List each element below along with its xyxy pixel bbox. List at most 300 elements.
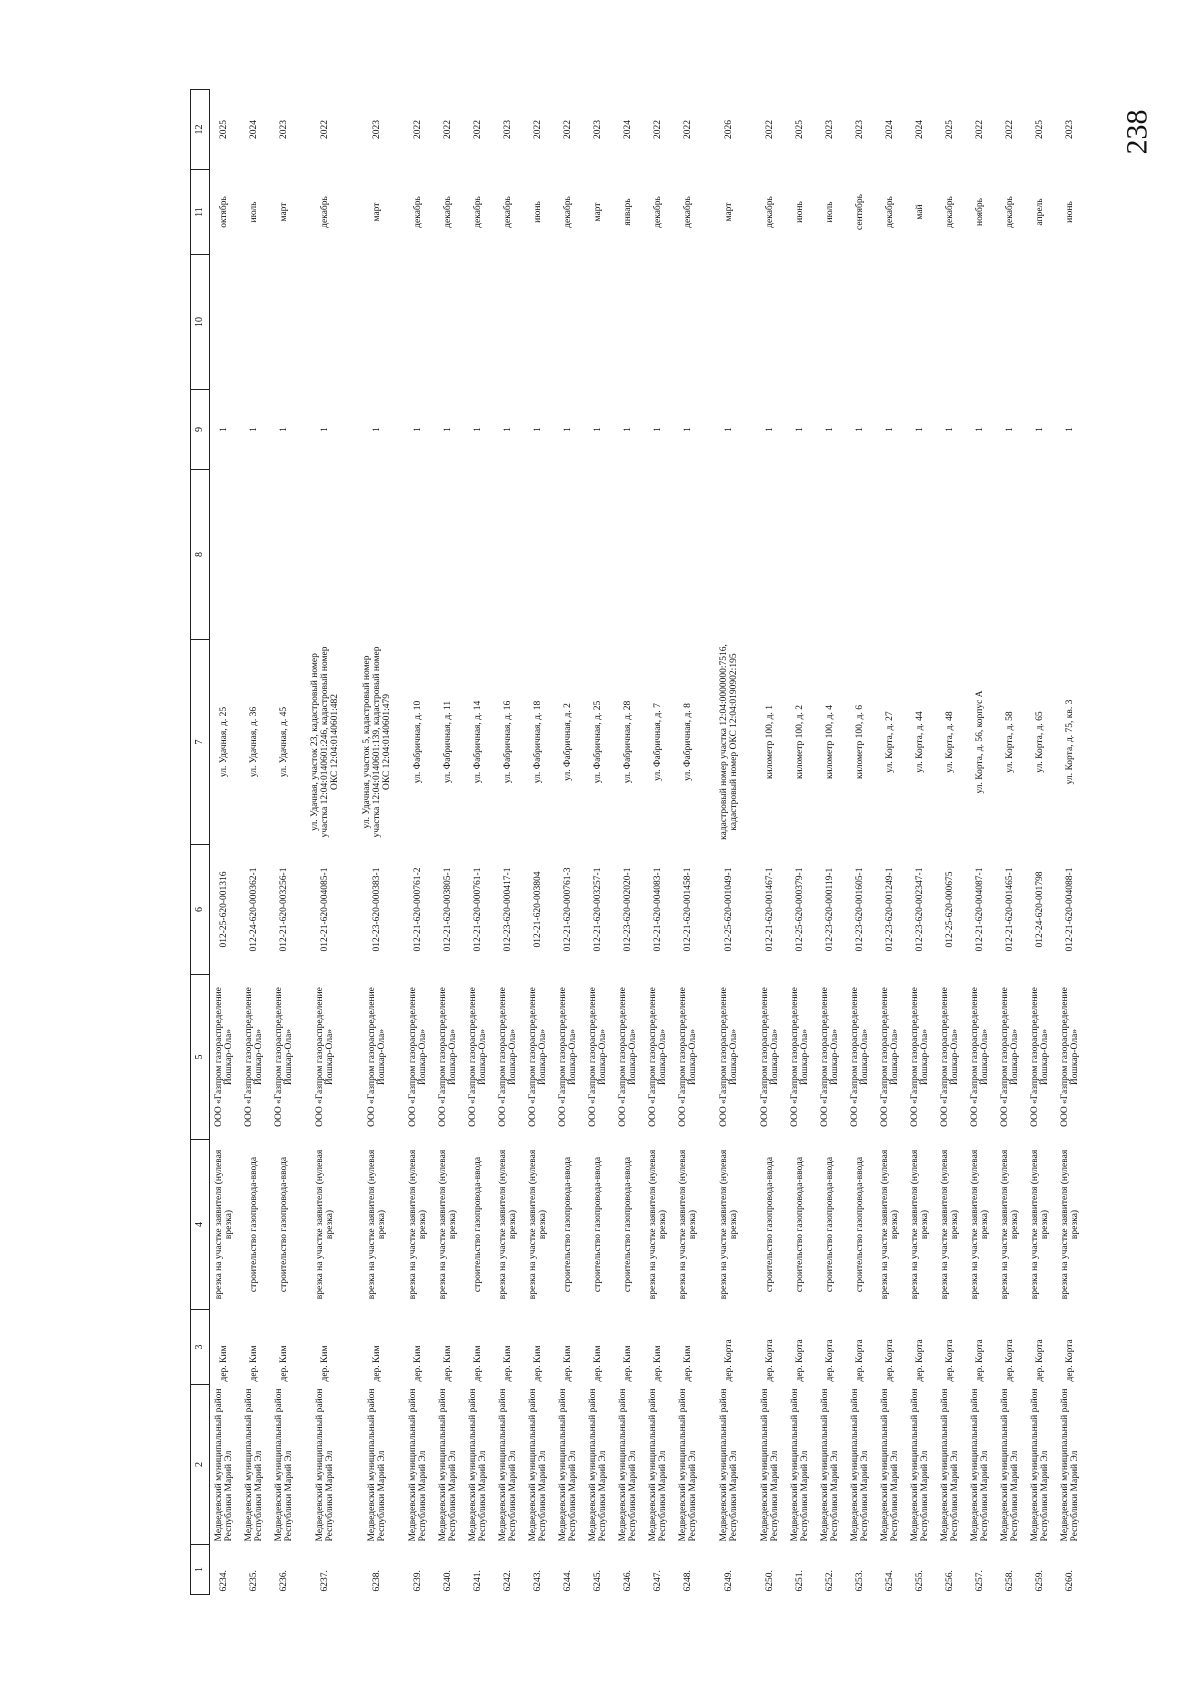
contract-number-cell: 012-21-620-000761-3 [563,867,574,952]
row-number-cell: 6257. [975,1570,986,1592]
column-8-cell [554,470,584,640]
table-row [846,90,876,1595]
column-8-cell [584,470,614,640]
district-cell: Медведевский муниципальный район Республики Марий Эл [1060,1388,1080,1542]
district-cell: Медведевский муниципальный район Республики Марий Эл [367,1388,387,1542]
month-cell: март [372,202,383,222]
table-row [614,90,644,1595]
quantity-cell: 1 [683,427,694,432]
year-cell: 2022 [975,120,986,139]
table-row [1056,90,1086,1595]
year-cell: 2024 [623,120,634,139]
quantity-cell: 1 [724,427,735,432]
column-8-cell [846,470,876,640]
village-cell: дер. Корта [975,1339,986,1382]
quantity-cell: 1 [623,427,634,432]
address-cell: ул. Фабричная, д. 18 [533,700,544,784]
organization-cell: ООО «Газпром газораспределение Йошкар-Ола» [1030,987,1050,1127]
month-cell: сентябрь [855,194,866,230]
village-cell: дер. Ким [683,1345,694,1382]
district-cell: Медведевский муниципальный район Республики Марий Эл [970,1388,990,1542]
organization-cell: ООО «Газпром газораспределение Йошкар-Ола» [910,987,930,1127]
village-cell: дер. Ким [320,1345,331,1382]
organization-cell: ООО «Газпром газораспределение Йошкар-Ола» [244,987,264,1127]
page-number-text: 238 [1120,109,1154,155]
contract-number-cell: 012-21-620-004088-1 [1065,867,1076,952]
year-cell: 2022 [533,120,544,139]
village-cell: дер. Ким [473,1345,484,1382]
table-row [404,90,434,1595]
contract-number-cell: 012-24-620-000362-1 [249,867,260,952]
column-10-cell [434,255,464,390]
organization-cell: ООО «Газпром газораспределение Йошкар-Ола» [760,987,780,1127]
organization-cell: ООО «Газпром газораспределение Йошкар-Ола» [558,987,578,1127]
row-number-cell: 6239. [413,1570,424,1592]
month-cell: июнь [533,201,544,223]
address-cell: кадастровый номер участка 12:04:0000000:7516, кадастровый номер ОКС 12:04:0190902:195 [719,644,739,840]
year-cell: 2025 [945,120,956,139]
contract-number-cell: 012-21-620-003256-1 [279,867,290,952]
village-cell: дер. Ким [653,1345,664,1382]
quantity-cell: 1 [975,427,986,432]
column-8-cell [674,470,704,640]
address-cell: ул. Корта, д. 58 [1005,711,1016,773]
column-header: 1 [191,1545,210,1595]
column-8-cell [966,470,996,640]
address-cell: ул. Удачная, д. 36 [249,706,260,778]
column-10-cell [584,255,614,390]
column-8-cell [996,470,1026,640]
work-type-cell: врезка на участке заявителя (нулевая врезка) [315,1149,335,1300]
village-cell: дер. Ким [279,1345,290,1382]
village-cell: дер. Ким [593,1345,604,1382]
year-cell: 2022 [443,120,454,139]
organization-cell: ООО «Газпром газораспределение Йошкар-Ола» [719,987,739,1127]
column-8-cell [644,470,674,640]
work-type-cell: врезка на участке заявителя (нулевая врезка) [367,1149,387,1300]
village-cell: дер. Ким [372,1345,383,1382]
district-cell: Медведевский муниципальный район Республики Марий Эл [315,1388,335,1542]
table-row [704,90,756,1595]
year-cell: 2022 [563,120,574,139]
address-cell: ул. Корта, д. 75, кв. 3 [1065,699,1076,785]
year-cell: 2024 [915,120,926,139]
column-10-cell [554,255,584,390]
row-number-cell: 6241. [473,1570,484,1592]
column-10-cell [210,255,241,390]
table-row [210,90,241,1595]
month-cell: март [279,202,290,222]
organization-cell: ООО «Газпром газораспределение Йошкар-Ола» [1060,987,1080,1127]
row-number-cell: 6238. [372,1570,383,1592]
work-type-cell: строительство газопровода-ввода [623,1156,634,1293]
contract-number-cell: 012-21-620-004087-1 [975,867,986,952]
organization-cell: ООО «Газпром газораспределение Йошкар-Ола» [367,987,387,1127]
row-number-cell: 6254. [885,1570,896,1592]
column-8-cell [816,470,846,640]
quantity-cell: 1 [795,427,806,432]
address-cell: ул. Корта, д. 65 [1035,711,1046,773]
work-type-cell: врезка на участке заявителя (нулевая врезка) [1000,1149,1020,1300]
contract-number-cell: 012-23-620-000119-1 [825,867,836,952]
row-number-cell: 6256. [945,1570,956,1592]
column-10-cell [300,255,352,390]
table-row [300,90,352,1595]
year-cell: 2024 [885,120,896,139]
quantity-cell: 1 [1005,427,1016,432]
district-cell: Медведевский муниципальный район Республики Марий Эл [468,1388,488,1542]
organization-cell: ООО «Газпром газораспределение Йошкар-Ола» [820,987,840,1127]
organization-cell: ООО «Газпром газораспределение Йошкар-Ола» [588,987,608,1127]
quantity-cell: 1 [915,427,926,432]
village-cell: дер. Ким [503,1345,514,1382]
address-cell: ул. Удачная, участок 23, кадастровый номер участка 12:04:0140601:246, кадастровый номер ОКС 12:04:0140601:482 [310,646,340,838]
month-cell: декабрь [885,196,896,228]
month-cell: июнь [795,201,806,223]
district-cell: Медведевский муниципальный район Республики Марий Эл [528,1388,548,1542]
table-row [270,90,300,1595]
organization-cell: ООО «Газпром газораспределение Йошкар-Ола» [408,987,428,1127]
month-cell: декабрь [563,196,574,228]
year-cell: 2024 [249,120,260,139]
year-cell: 2022 [320,120,331,139]
district-cell: Медведевский муниципальный район Республики Марий Эл [940,1388,960,1542]
year-cell: 2026 [724,120,735,139]
district-cell: Медведевский муниципальный район Республики Марий Эл [244,1388,264,1542]
table-row [674,90,704,1595]
column-8-cell [936,470,966,640]
quantity-cell: 1 [885,427,896,432]
quantity-cell: 1 [593,427,604,432]
organization-cell: ООО «Газпром газораспределение Йошкар-Ола» [498,987,518,1127]
column-8-cell [300,470,352,640]
work-type-cell: строительство газопровода-ввода [249,1156,260,1293]
table-row [554,90,584,1595]
column-header: 4 [191,1140,210,1310]
village-cell: дер. Корта [885,1339,896,1382]
address-cell: ул. Корта, д. 44 [915,711,926,773]
row-number-cell: 6245. [593,1570,604,1592]
contract-number-cell: 012-23-620-002347-1 [915,867,926,952]
column-8-cell [614,470,644,640]
month-cell: июнь [1065,201,1076,223]
organization-cell: ООО «Газпром газораспределение Йошкар-Ола» [618,987,638,1127]
address-cell: ул. Фабричная, д. 2 [563,703,574,781]
year-cell: 2022 [473,120,484,139]
column-8-cell [404,470,434,640]
work-type-cell: врезка на участке заявителя (нулевая врезка) [880,1149,900,1300]
month-cell: октябрь [219,196,230,228]
month-cell: декабрь [653,196,664,228]
address-cell: ул. Корта, д. 56, корпус А [975,690,986,794]
village-cell: дер. Корта [825,1339,836,1382]
organization-cell: ООО «Газпром газораспределение Йошкар-Ола» [790,987,810,1127]
organization-cell: ООО «Газпром газораспределение Йошкар-Ола» [970,987,990,1127]
quantity-cell: 1 [855,427,866,432]
year-cell: 2023 [855,120,866,139]
column-10-cell [1026,255,1056,390]
column-8-cell [1056,470,1086,640]
row-number-cell: 6255. [915,1570,926,1592]
row-number-cell: 6252. [825,1570,836,1592]
village-cell: дер. Корта [855,1339,866,1382]
district-cell: Медведевский муниципальный район Республики Марий Эл [588,1388,608,1542]
table-row [816,90,846,1595]
village-cell: дер. Ким [623,1345,634,1382]
month-cell: март [724,202,735,222]
column-header: 7 [191,640,210,845]
work-type-cell: строительство газопровода-ввода [825,1156,836,1293]
contract-number-cell: 012-21-620-001465-1 [1005,867,1016,952]
year-cell: 2023 [593,120,604,139]
work-type-cell: строительство газопровода-ввода [765,1156,776,1293]
month-cell: декабрь [765,196,776,228]
address-cell: километр 100, д. 1 [765,705,776,779]
table-row [644,90,674,1595]
work-type-cell: врезка на участке заявителя (нулевая врезка) [648,1149,668,1300]
address-cell: ул. Фабричная, д. 8 [683,703,694,781]
contract-number-cell: 012-25-620-001316 [219,871,230,948]
work-type-cell: врезка на участке заявителя (нулевая врезка) [940,1149,960,1300]
row-number-cell: 6243. [533,1570,544,1592]
village-cell: дер. Ким [413,1345,424,1382]
column-10-cell [614,255,644,390]
district-cell: Медведевский муниципальный район Республики Марий Эл [790,1388,810,1542]
district-cell: Медведевский муниципальный район Республики Марий Эл [880,1388,900,1542]
month-cell: декабрь [503,196,514,228]
page-number [1115,109,1160,155]
year-cell: 2023 [1065,120,1076,139]
district-cell: Медведевский муниципальный район Республики Марий Эл [719,1388,739,1542]
row-number-cell: 6251. [795,1570,806,1592]
work-type-cell: врезка на участке заявителя (нулевая врезка) [1060,1149,1080,1300]
row-number-cell: 6244. [563,1570,574,1592]
quantity-cell: 1 [653,427,664,432]
header-row [191,90,210,1595]
quantity-cell: 1 [1035,427,1046,432]
column-8-cell [434,470,464,640]
contract-number-cell: 012-24-620-001798 [1035,871,1046,948]
column-10-cell [524,255,554,390]
column-8-cell [756,470,786,640]
table-row [434,90,464,1595]
address-cell: ул. Фабричная, д. 25 [593,700,604,784]
organization-cell: ООО «Газпром газораспределение Йошкар-Ола» [1000,987,1020,1127]
table-row [876,90,906,1595]
district-cell: Медведевский муниципальный район Республики Марий Эл [850,1388,870,1542]
table-row [906,90,936,1595]
data-table [190,89,1086,1595]
district-cell: Медведевский муниципальный район Республики Марий Эл [498,1388,518,1542]
district-cell: Медведевский муниципальный район Республики Марий Эл [1030,1388,1050,1542]
table-row [996,90,1026,1595]
district-cell: Медведевский муниципальный район Республики Марий Эл [678,1388,698,1542]
month-cell: декабрь [320,196,331,228]
district-cell: Медведевский муниципальный район Республики Марий Эл [274,1388,294,1542]
month-cell: июль [825,201,836,223]
column-header: 2 [191,1385,210,1545]
district-cell: Медведевский муниципальный район Республики Марий Эл [438,1388,458,1542]
column-header: 10 [191,255,210,390]
district-cell: Медведевский муниципальный район Республики Марий Эл [1000,1388,1020,1542]
district-cell: Медведевский муниципальный район Республики Марий Эл [648,1388,668,1542]
row-number-cell: 6249. [724,1570,735,1592]
address-cell: ул. Фабричная, д. 16 [503,700,514,784]
organization-cell: ООО «Газпром газораспределение Йошкар-Ола» [274,987,294,1127]
contract-number-cell: 012-23-620-001249-1 [885,867,896,952]
year-cell: 2022 [653,120,664,139]
year-cell: 2023 [279,120,290,139]
work-type-cell: строительство газопровода-ввода [855,1156,866,1293]
column-10-cell [494,255,524,390]
table-row [524,90,554,1595]
column-8-cell [704,470,756,640]
contract-number-cell: 012-21-620-003804 [533,871,544,948]
work-type-cell: врезка на участке заявителя (нулевая врезка) [970,1149,990,1300]
contract-number-cell: 012-21-620-004083-1 [653,867,664,952]
address-cell: ул. Корта, д. 27 [885,711,896,773]
row-number-cell: 6242. [503,1570,514,1592]
quantity-cell: 1 [765,427,776,432]
contract-number-cell: 012-23-620-002020-1 [623,867,634,952]
contract-number-cell: 012-23-620-001605-1 [855,867,866,952]
month-cell: январь [623,198,634,226]
row-number-cell: 6259. [1035,1570,1046,1592]
district-cell: Медведевский муниципальный район Республики Марий Эл [820,1388,840,1542]
quantity-cell: 1 [503,427,514,432]
address-cell: ул. Удачная, д. 25 [219,706,230,778]
column-10-cell [644,255,674,390]
column-10-cell [1056,255,1086,390]
year-cell: 2022 [765,120,776,139]
column-8-cell [270,470,300,640]
column-header: 11 [191,170,210,255]
column-10-cell [996,255,1026,390]
month-cell: декабрь [443,196,454,228]
work-type-cell: врезка на участке заявителя (нулевая врезка) [214,1149,234,1300]
column-8-cell [210,470,241,640]
column-8-cell [524,470,554,640]
year-cell: 2023 [372,120,383,139]
district-cell: Медведевский муниципальный район Республики Марий Эл [910,1388,930,1542]
month-cell: декабрь [1005,196,1016,228]
village-cell: дер. Корта [1065,1339,1076,1382]
village-cell: дер. Корта [765,1339,776,1382]
contract-number-cell: 012-21-620-001467-1 [765,867,776,952]
work-type-cell: врезка на участке заявителя (нулевая врезка) [438,1149,458,1300]
year-cell: 2025 [1035,120,1046,139]
contract-number-cell: 012-23-620-000417-1 [503,867,514,952]
quantity-cell: 1 [825,427,836,432]
year-cell: 2022 [1005,120,1016,139]
row-number-cell: 6247. [653,1570,664,1592]
work-type-cell: врезка на участке заявителя (нулевая врезка) [678,1149,698,1300]
month-cell: декабрь [683,196,694,228]
row-number-cell: 6246. [623,1570,634,1592]
village-cell: дер. Ким [533,1345,544,1382]
organization-cell: ООО «Газпром газораспределение Йошкар-Ола» [528,987,548,1127]
organization-cell: ООО «Газпром газораспределение Йошкар-Ола» [940,987,960,1127]
month-cell: декабрь [473,196,484,228]
column-10-cell [966,255,996,390]
column-10-cell [704,255,756,390]
work-type-cell: врезка на участке заявителя (нулевая врезка) [528,1149,548,1300]
work-type-cell: строительство газопровода-ввода [563,1156,574,1293]
address-cell: ул. Фабричная, д. 14 [473,700,484,784]
month-cell: ноябрь [975,198,986,226]
village-cell: дер. Ким [249,1345,260,1382]
address-cell: ул. Фабричная, д. 11 [443,700,454,784]
quantity-cell: 1 [372,427,383,432]
table-body [210,90,1087,1595]
month-cell: май [915,204,926,220]
contract-number-cell: 012-21-620-000761-1 [473,867,484,952]
address-cell: ул. Фабричная, д. 10 [413,700,424,784]
address-cell: ул. Фабричная, д. 7 [653,703,664,781]
village-cell: дер. Ким [219,1345,230,1382]
year-cell: 2022 [413,120,424,139]
month-cell: декабрь [945,196,956,228]
row-number-cell: 6250. [765,1570,776,1592]
year-cell: 2022 [683,120,694,139]
table-row [352,90,404,1595]
table-row [756,90,786,1595]
work-type-cell: строительство газопровода-ввода [473,1156,484,1293]
column-header: 12 [191,90,210,170]
row-number-cell: 6237. [320,1570,331,1592]
contract-number-cell: 012-21-620-004085-1 [320,867,331,952]
column-10-cell [352,255,404,390]
quantity-cell: 1 [219,427,230,432]
row-number-cell: 6258. [1005,1570,1016,1592]
table-row [786,90,816,1595]
district-cell: Медведевский муниципальный район Республики Марий Эл [558,1388,578,1542]
column-8-cell [240,470,270,640]
address-cell: километр 100, д. 2 [795,705,806,779]
quantity-cell: 1 [563,427,574,432]
quantity-cell: 1 [1065,427,1076,432]
quantity-cell: 1 [443,427,454,432]
table-row [584,90,614,1595]
column-header: 6 [191,845,210,975]
column-8-cell [464,470,494,640]
column-8-cell [494,470,524,640]
organization-cell: ООО «Газпром газораспределение Йошкар-Ола» [214,987,234,1127]
contract-number-cell: 012-21-620-001458-1 [683,867,694,952]
row-number-cell: 6235. [249,1570,260,1592]
year-cell: 2025 [795,120,806,139]
quantity-cell: 1 [533,427,544,432]
work-type-cell: строительство газопровода-ввода [795,1156,806,1293]
work-type-cell: врезка на участке заявителя (нулевая врезка) [498,1149,518,1300]
organization-cell: ООО «Газпром газораспределение Йошкар-Ола» [438,987,458,1127]
table-row [240,90,270,1595]
quantity-cell: 1 [473,427,484,432]
address-cell: ул. Удачная, д. 45 [279,706,290,778]
row-number-cell: 6248. [683,1570,694,1592]
village-cell: дер. Корта [795,1339,806,1382]
column-10-cell [816,255,846,390]
column-10-cell [936,255,966,390]
table-row [936,90,966,1595]
column-8-cell [906,470,936,640]
column-10-cell [756,255,786,390]
organization-cell: ООО «Газпром газораспределение Йошкар-Ола» [648,987,668,1127]
month-cell: март [593,202,604,222]
contract-number-cell: 012-21-620-000761-2 [413,867,424,952]
column-header: 3 [191,1310,210,1385]
village-cell: дер. Ким [563,1345,574,1382]
